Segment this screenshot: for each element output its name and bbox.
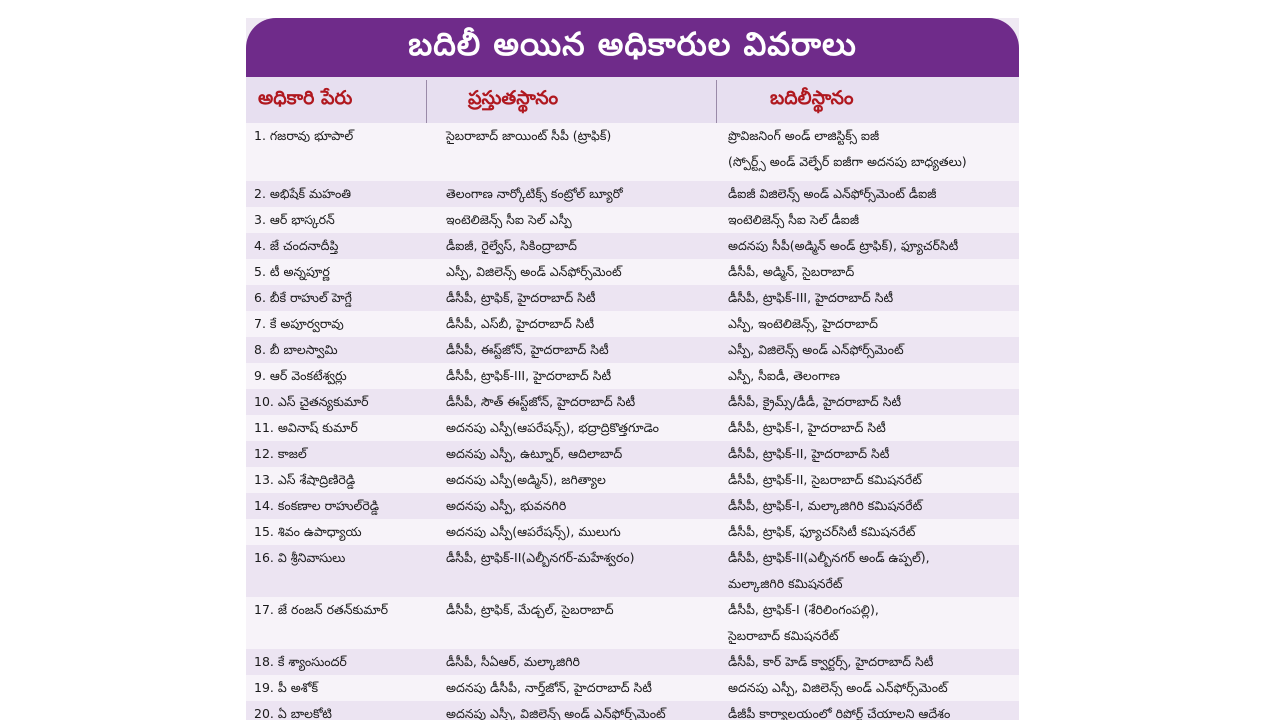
current-post	[446, 123, 714, 149]
new-post-line: డీసీపీ, ట్రాఫిక్-I, మల్కాజిగిరి కమిషనరేట్	[728, 498, 923, 513]
new-post-line: ఇంటెలిజెన్స్ సీఐ సెల్ డీఐజీ	[728, 212, 860, 227]
new-post	[728, 649, 1018, 675]
new-post	[728, 701, 1018, 720]
new-post-line: (స్పోర్ట్స్ అండ్ వెల్ఫేర్ ఐజీగా అదనపు బాధ్యతలు)	[728, 154, 967, 169]
new-post-line: సైబరాబాద్ కమిషనరేట్	[728, 628, 839, 643]
officer-name: 12. కాజల్	[254, 446, 307, 461]
current-post-line: డీసీపీ, ట్రాఫిక్-II(ఎల్బీనగర్-మహేశ్వరం)	[446, 550, 635, 565]
new-post-line: డీసీపీ, కార్ హెడ్ క్వార్టర్స్, హైదరాబాద్ సిటీ	[728, 654, 934, 669]
header-current-post: ప్రస్తుతస్థానం	[468, 86, 559, 109]
table-row	[246, 311, 1019, 337]
current-post	[446, 181, 714, 207]
table-row	[246, 207, 1019, 233]
new-post	[728, 207, 1018, 233]
current-post-line: అదనపు డీసీపీ, నార్త్‌జోన్, హైదరాబాద్ సిటీ	[446, 680, 652, 695]
new-post	[728, 181, 1018, 207]
new-post	[728, 675, 1018, 701]
current-post	[446, 415, 714, 441]
officer-name: 2. అభిషేక్ మహంతి	[254, 186, 352, 201]
new-post	[728, 285, 1018, 311]
current-post	[446, 493, 714, 519]
new-post	[728, 389, 1018, 415]
current-post	[446, 701, 714, 720]
current-post-line: అదనపు ఎస్పీ(అడ్మిన్), జగిత్యాల	[446, 472, 606, 487]
officer-name: 19. పీ అశోక్	[254, 680, 319, 695]
current-post	[446, 519, 714, 545]
new-post-line: ఎస్పీ, విజిలెన్స్ అండ్ ఎన్‌ఫోర్స్‌మెంట్	[728, 342, 904, 357]
current-post	[446, 441, 714, 467]
current-post-line: ఇంటెలిజెన్స్ సీఐ సెల్ ఎస్పీ	[446, 212, 572, 227]
officer-name: 14. కంకణాల రాహుల్‌రెడ్డి	[254, 498, 380, 513]
current-post-line: డీఐజీ, రైల్వేస్, సికింద్రాబాద్	[446, 238, 578, 253]
current-post-line: డీసీపీ, ట్రాఫిక్, హైదరాబాద్ సిటీ	[446, 290, 596, 305]
current-post-line: డీసీపీ, ఈస్ట్‌జోన్, హైదరాబాద్ సిటీ	[446, 342, 609, 357]
table-row	[246, 285, 1019, 311]
new-post-line: మల్కాజిగిరి కమిషనరేట్	[728, 576, 843, 591]
table-row	[246, 597, 1019, 649]
officer-name: 9. ఆర్ వెంకటేశ్వర్లు	[254, 368, 347, 383]
new-post-line: డీసీపీ, ట్రాఫిక్-II, సైబరాబాద్ కమిషనరేట్	[728, 472, 922, 487]
current-post	[446, 207, 714, 233]
table-row	[246, 415, 1019, 441]
current-post-line: అదనపు ఎస్పీ, విజిలెన్స్ అండ్ ఎన్‌ఫోర్స్‌మెంట్	[446, 706, 666, 720]
table-row	[246, 467, 1019, 493]
table-row	[246, 337, 1019, 363]
officer-name: 5. టీ అన్నపూర్ణ	[254, 264, 330, 279]
new-post-line: డీసీపీ, ట్రాఫిక్, ఫ్యూచర్‌సిటీ కమిషనరేట్	[728, 524, 916, 539]
table-row	[246, 363, 1019, 389]
officer-name: 18. కే శ్యాంసుందర్	[254, 654, 347, 669]
officer-name: 7. కే అపూర్వరావు	[254, 316, 344, 331]
new-post-line: డీఐజీ విజిలెన్స్ అండ్ ఎన్‌ఫోర్స్‌మెంట్ డీఐజీ	[728, 186, 937, 201]
page-title: బదిలీ అయిన అధికారుల వివరాలు	[408, 24, 857, 63]
table-row	[246, 701, 1019, 720]
new-post-line: డీసీపీ, క్రైమ్స్/డీడీ, హైదరాబాద్ సిటీ	[728, 394, 902, 409]
transfers-card	[246, 18, 1019, 720]
table-row	[246, 233, 1019, 259]
current-post-line: డీసీపీ, ఎస్‌బీ, హైదరాబాద్ సిటీ	[446, 316, 595, 331]
officer-name: 16. వి శ్రీనివాసులు	[254, 550, 346, 565]
new-post-line: డీసీపీ, ట్రాఫిక్-II(ఎల్బీనగర్ అండ్ ఉప్పల్),	[728, 550, 930, 565]
officer-name: 11. అవినాష్ కుమార్	[254, 420, 358, 435]
new-post-line: డీసీపీ, ట్రాఫిక్-I, హైదరాబాద్ సిటీ	[728, 420, 886, 435]
officer-name: 10. ఎస్ చైతన్యకుమార్	[254, 394, 369, 409]
current-post-line: డీసీపీ, సౌత్ ఈస్ట్‌జోన్, హైదరాబాద్ సిటీ	[446, 394, 636, 409]
new-post	[728, 597, 1018, 649]
new-post-line: అదనపు సీపీ(అడ్మిన్ అండ్ ట్రాఫిక్), ఫ్యూచర్‌సిటీ	[728, 238, 959, 253]
officer-name: 17. జే రంజన్ రతన్‌కుమార్	[254, 602, 389, 617]
new-post	[728, 545, 1018, 597]
header-new-post: బదిలీస్థానం	[770, 86, 854, 109]
table-row	[246, 389, 1019, 415]
table-row	[246, 545, 1019, 597]
new-post-line: డీసీపీ, అడ్మిన్, సైబరాబాద్	[728, 264, 855, 279]
new-post-line: డీసీపీ, ట్రాఫిక్-III, హైదరాబాద్ సిటీ	[728, 290, 894, 305]
current-post	[446, 597, 714, 623]
new-post-line: ఎస్పీ, సీఐడీ, తెలంగాణ	[728, 368, 840, 383]
officer-name: 8. బీ బాలస్వామి	[254, 342, 338, 357]
table-row	[246, 259, 1019, 285]
new-post-line: డీసీపీ, ట్రాఫిక్-I (శేరిలింగంపల్లి),	[728, 602, 879, 617]
current-post	[446, 467, 714, 493]
new-post	[728, 123, 1018, 175]
new-post-line: డీజీపీ కార్యాలయంలో రిపోర్ట్ చేయాలని ఆదేశం	[728, 706, 951, 720]
current-post	[446, 389, 714, 415]
current-post	[446, 285, 714, 311]
current-post-line: ఎస్పీ, విజిలెన్స్ అండ్ ఎన్‌ఫోర్స్‌మెంట్	[446, 264, 622, 279]
new-post	[728, 337, 1018, 363]
new-post	[728, 311, 1018, 337]
new-post-line: ఎస్పీ, ఇంటెలిజెన్స్, హైదరాబాద్	[728, 316, 878, 331]
title-banner	[246, 18, 1019, 77]
current-post	[446, 649, 714, 675]
new-post	[728, 415, 1018, 441]
current-post	[446, 311, 714, 337]
current-post	[446, 675, 714, 701]
officer-name: 13. ఎస్ శేషాద్రిణిరెడ్డి	[254, 472, 356, 487]
table-row	[246, 441, 1019, 467]
officer-name: 1. గజరావు భూపాల్	[254, 128, 354, 143]
new-post	[728, 259, 1018, 285]
current-post-line: అదనపు ఎస్పీ(ఆపరేషన్స్), ములుగు	[446, 524, 621, 539]
officer-name: 3. ఆర్ భాస్కరన్	[254, 212, 335, 227]
new-post	[728, 467, 1018, 493]
table-header	[246, 77, 1019, 123]
officer-name: 6. బీకే రాహుల్ హెగ్డే	[254, 290, 352, 305]
current-post	[446, 337, 714, 363]
current-post-line: డీసీపీ, ట్రాఫిక్-III, హైదరాబాద్ సిటీ	[446, 368, 612, 383]
officer-name: 4. జే చందనాదీప్తి	[254, 238, 339, 253]
current-post	[446, 363, 714, 389]
officer-name: 20. ఏ బాలకోటి	[254, 706, 332, 720]
current-post-line: తెలంగాణ నార్కోటిక్స్ కంట్రోల్ బ్యూరో	[446, 186, 623, 201]
table-row	[246, 649, 1019, 675]
table-row	[246, 181, 1019, 207]
table-body	[246, 123, 1019, 720]
new-post	[728, 233, 1018, 259]
new-post	[728, 493, 1018, 519]
new-post	[728, 519, 1018, 545]
table-row	[246, 675, 1019, 701]
current-post	[446, 233, 714, 259]
new-post-line: డీసీపీ, ట్రాఫిక్-II, హైదరాబాద్ సిటీ	[728, 446, 890, 461]
new-post	[728, 441, 1018, 467]
current-post-line: అదనపు ఎస్పీ, ఉట్నూర్, ఆదిలాబాద్	[446, 446, 623, 461]
new-post	[728, 363, 1018, 389]
header-officer-name: అధికారి పేరు	[258, 86, 353, 109]
current-post-line: అదనపు ఎస్పీ(ఆపరేషన్స్), భద్రాద్రికొత్తగూడెం	[446, 420, 660, 435]
table-row	[246, 123, 1019, 181]
new-post-line: అదనపు ఎస్పీ, విజిలెన్స్ అండ్ ఎన్‌ఫోర్స్‌మెంట్	[728, 680, 948, 695]
new-post-line: ప్రొవిజనింగ్ అండ్ లాజిస్టిక్స్ ఐజీ	[728, 128, 880, 143]
current-post-line: అదనపు ఎస్పీ, భువనగిరి	[446, 498, 567, 513]
current-post-line: డీసీపీ, సీఏఆర్, మల్కాజిగిరి	[446, 654, 580, 669]
table-row	[246, 519, 1019, 545]
current-post	[446, 545, 714, 571]
current-post-line: డీసీపీ, ట్రాఫిక్, మేడ్చల్, సైబరాబాద్	[446, 602, 614, 617]
current-post	[446, 259, 714, 285]
table-row	[246, 493, 1019, 519]
officer-name: 15. శివం ఉపాధ్యాయ	[254, 524, 362, 539]
current-post-line: సైబరాబాద్ జాయింట్ సీపీ (ట్రాఫిక్)	[446, 128, 612, 143]
